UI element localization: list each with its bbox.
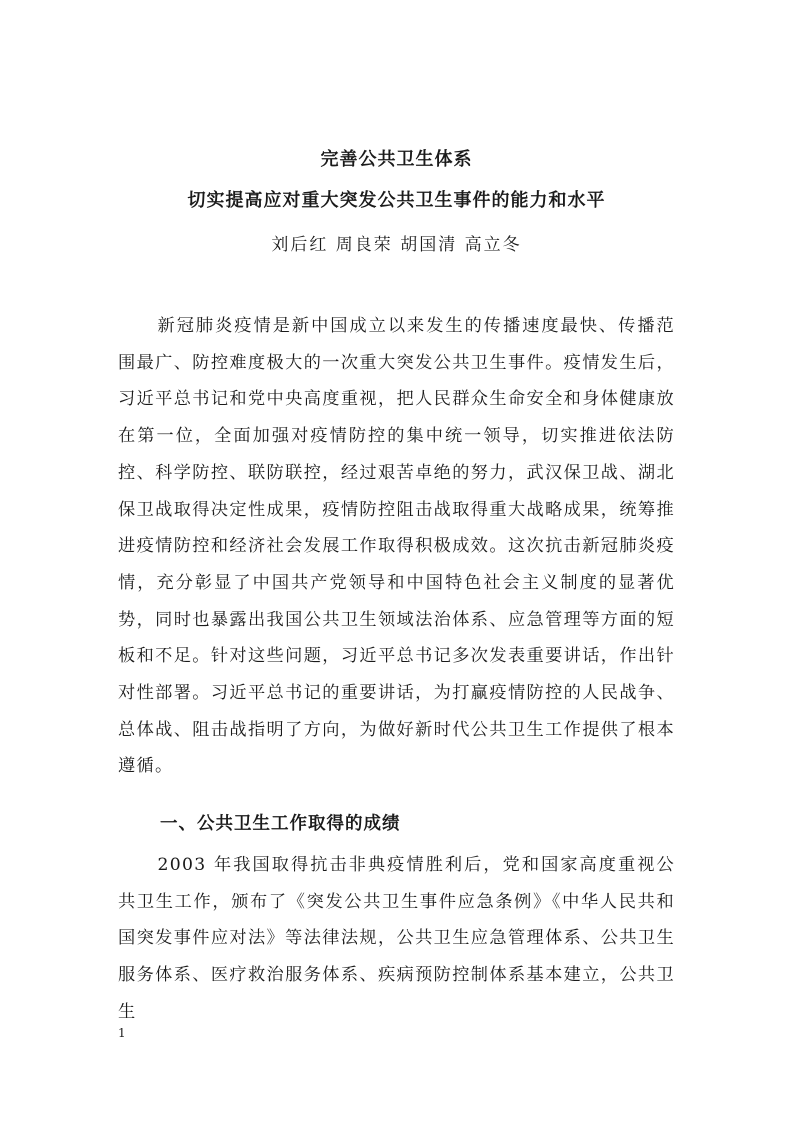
section-heading-1: 一、公共卫生工作取得的成绩	[160, 814, 401, 834]
document-title-line-1: 完善公共卫生体系	[320, 149, 473, 170]
body-paragraph-1: 新冠肺炎疫情是新中国成立以来发生的传播速度最快、传播范围最广、防控难度极大的一次重大突发公共卫生事件。疫情发生后，习近平总书记和党中央高度重视，把人民群众生命安全和身体健康放在第一位，全面加强对疫情防控的集中统一领导，切实推进依法防控、科学防控、联防联控，经过艰苦卓绝的努力，武汉保卫战、湖北保卫战取得决定性成果，疫情防控阻击战取得重大战略成果，统筹推进疫情防控和经济社会发展工作取得积极成效。这次抗击新冠肺炎疫情，充分彰显了中国共产党领导和中国特色社会主义制度的显著优势，同时也暴露出我国公共卫生领域法治体系、应急管理等方面的短板和不足。针对这些问题，习近平总书记多次发表重要讲话，作出针对性部署。习近平总书记的重要讲话，为打赢疫情防控的人民战争、总体战、阻击战指明了方向，为做好新时代公共卫生工作提供了根本遵循。	[118, 316, 675, 777]
page-number: 1	[118, 1026, 126, 1040]
document-title-line-2: 切实提高应对重大突发公共卫生事件的能力和水平	[187, 190, 606, 211]
authors-line: 刘后红 周良荣 胡国清 高立冬	[271, 235, 522, 255]
body-paragraph-2: 2003 年我国取得抗击非典疫情胜利后，党和国家高度重视公共卫生工作，颁布了《突发公共卫生事件应急条例》《中华人民共和国突发事件应对法》等法律法规，公共卫生应急管理体系、公共卫生服务体系、医疗救治服务体系、疾病预防控制体系基本建立，公共卫生	[118, 855, 675, 1022]
